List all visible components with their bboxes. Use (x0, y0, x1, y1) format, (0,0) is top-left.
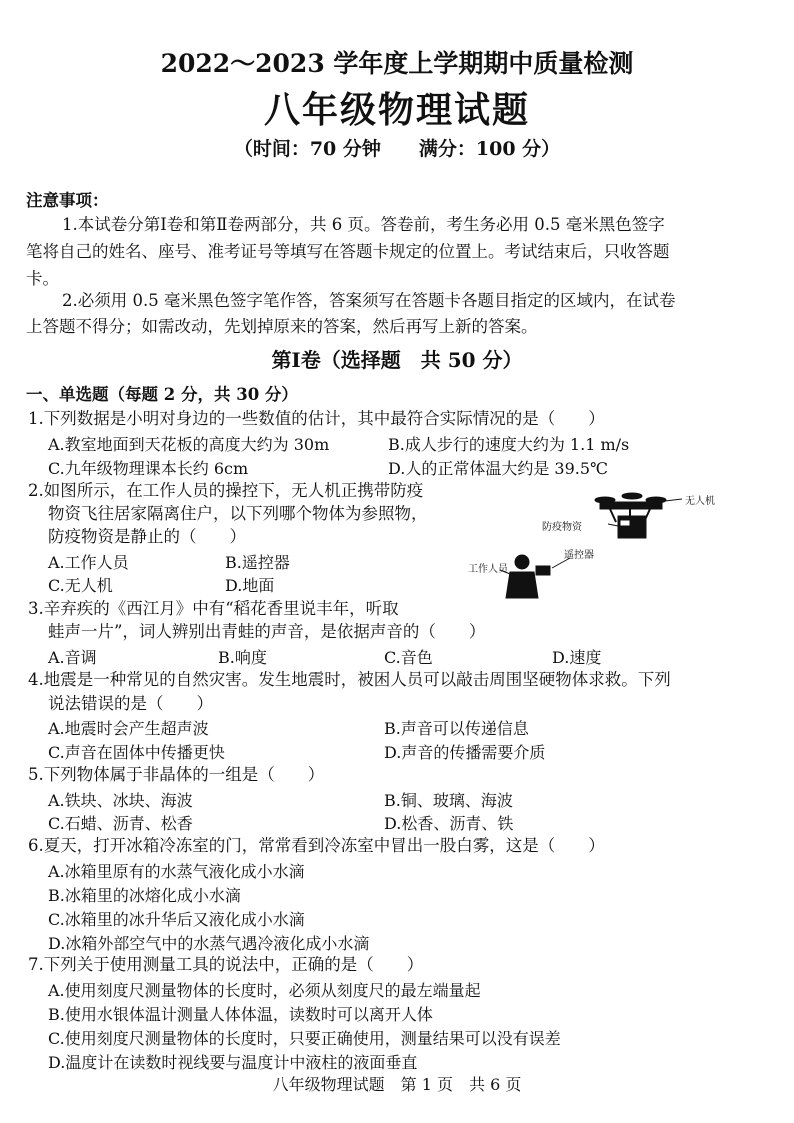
question-2-option-d: D.地面 (225, 576, 275, 595)
question-5-option-c: C.石蜡、沥青、松香 (48, 814, 193, 833)
question-2-option-b: B.遥控器 (225, 553, 290, 572)
question-3-option-d: D.速度 (552, 648, 602, 667)
supplies-label: 防疫物资 (542, 522, 582, 533)
question-6-option-a: A.冰箱里原有的水蒸气液化成小水滴 (48, 862, 305, 881)
question-3-stem-line-2: 蛙声一片”，词人辨别出青蛙的声音，是依据声音的（ ） (48, 622, 486, 641)
question-1-option-b: B.成人步行的速度大约为 1.1 m/s (388, 435, 630, 454)
drone-label: 无人机 (685, 496, 715, 507)
question-1-option-c: C.九年级物理课本长约 6cm (48, 459, 249, 478)
part-heading: 一、单选题（每题 2 分，共 30 分） (26, 385, 298, 404)
notice-item-1-line-3: 卡。 (26, 269, 59, 288)
notice-item-2-line-1: 2.必须用 0.5 毫米黑色签字笔作答，答案须写在答题卡各题目指定的区域内，在试卷 (62, 291, 676, 310)
question-3-option-c: C.音色 (384, 648, 433, 667)
question-2-stem-line-1: 2.如图所示，在工作人员的操控下，无人机正携带防疫 (28, 481, 424, 500)
notice-item-2-line-2: 上答题不得分；如需改动，先划掉原来的答案，然后再写上新的答案。 (26, 317, 538, 336)
question-4-option-a: A.地震时会产生超声波 (48, 719, 209, 738)
question-6-option-d: D.冰箱外部空气中的水蒸气遇冷液化成小水滴 (48, 934, 370, 953)
question-7-option-b: B.使用水银体温计测量人体体温，读数时可以离开人体 (48, 1005, 433, 1024)
question-7-option-a: A.使用刻度尺测量物体的长度时，必须从刻度尺的最左端量起 (48, 981, 481, 1000)
question-3-option-b: B.响度 (218, 648, 267, 667)
question-3-option-a: A.音调 (48, 648, 97, 667)
question-4-stem-line-1: 4.地震是一种常见的自然灾害。发生地震时，被困人员可以敲击周围坚硬物体求救。下列 (28, 670, 671, 689)
notice-item-1-line-1: 1.本试卷分第Ⅰ卷和第Ⅱ卷两部分，共 6 页。答卷前，考生务必用 0.5 毫米黑色签字 (62, 215, 665, 234)
exam-subject-title: 八年级物理试题 (263, 89, 530, 131)
question-2-option-a: A.工作人员 (48, 553, 129, 572)
exam-time-score: （时间：70 分钟 满分：100 分） (233, 138, 561, 160)
question-7-stem: 7.下列关于使用测量工具的说法中，正确的是（ ） (28, 955, 424, 974)
question-4-option-d: D.声音的传播需要介质 (384, 743, 546, 762)
remote-label: 遥控器 (564, 550, 594, 561)
question-6-option-b: B.冰箱里的冰熔化成小水滴 (48, 886, 241, 905)
question-6-stem: 6.夏天，打开冰箱冷冻室的门，常常看到冷冻室中冒出一股白雾，这是（ ） (28, 836, 605, 855)
notice-item-1-line-2: 笔将自己的姓名、座号、准考证号等填写在答题卡规定的位置上。考试结束后，只收答题 (26, 242, 670, 261)
question-2-option-c: C.无人机 (48, 576, 113, 595)
supplies-box-icon (618, 516, 646, 538)
question-3-stem-line-1: 3.辛弃疾的《西江月》中有“稻花香里说丰年，听取 (28, 599, 399, 618)
question-7-option-d: D.温度计在读数时视线要与温度计中液柱的液面垂直 (48, 1053, 418, 1072)
question-1-option-a: A.教室地面到天花板的高度大约为 30m (48, 435, 330, 454)
worker-label: 工作人员 (468, 564, 508, 575)
question-1-option-d: D.人的正常体温大约是 39.5℃ (388, 459, 608, 478)
question-4-option-c: C.声音在固体中传播更快 (48, 743, 225, 762)
section-title: 第Ⅰ卷（选择题 共 50 分） (271, 348, 523, 372)
question-4-stem-line-2: 说法错误的是（ ） (48, 694, 213, 713)
question-5-option-d: D.松香、沥青、铁 (384, 814, 514, 833)
exam-period-title: 2022～2023 学年度上学期期中质量检测 (160, 49, 634, 78)
question-1-stem: 1.下列数据是小明对身边的一些数值的估计，其中最符合实际情况的是（ ） (28, 409, 605, 428)
question-4-option-b: B.声音可以传递信息 (384, 719, 529, 738)
drone-figure (460, 486, 715, 606)
question-2-stem-line-3: 防疫物资是静止的（ ） (48, 527, 246, 546)
question-5-option-b: B.铜、玻璃、海波 (384, 791, 513, 810)
question-7-option-c: C.使用刻度尺测量物体的长度时，只要正确使用，测量结果可以没有误差 (48, 1029, 561, 1048)
question-5-option-a: A.铁块、冰块、海波 (48, 791, 193, 810)
question-6-option-c: C.冰箱里的冰升华后又液化成小水滴 (48, 910, 305, 929)
question-5-stem: 5.下列物体属于非晶体的一组是（ ） (28, 765, 325, 784)
page-footer: 八年级物理试题 第 1 页 共 6 页 (272, 1075, 522, 1094)
worker-icon (506, 555, 550, 598)
notice-title: 注意事项： (26, 191, 109, 210)
question-2-stem-line-2: 物资飞往居家隔离住户，以下列哪个物体为参照物， (48, 504, 428, 523)
